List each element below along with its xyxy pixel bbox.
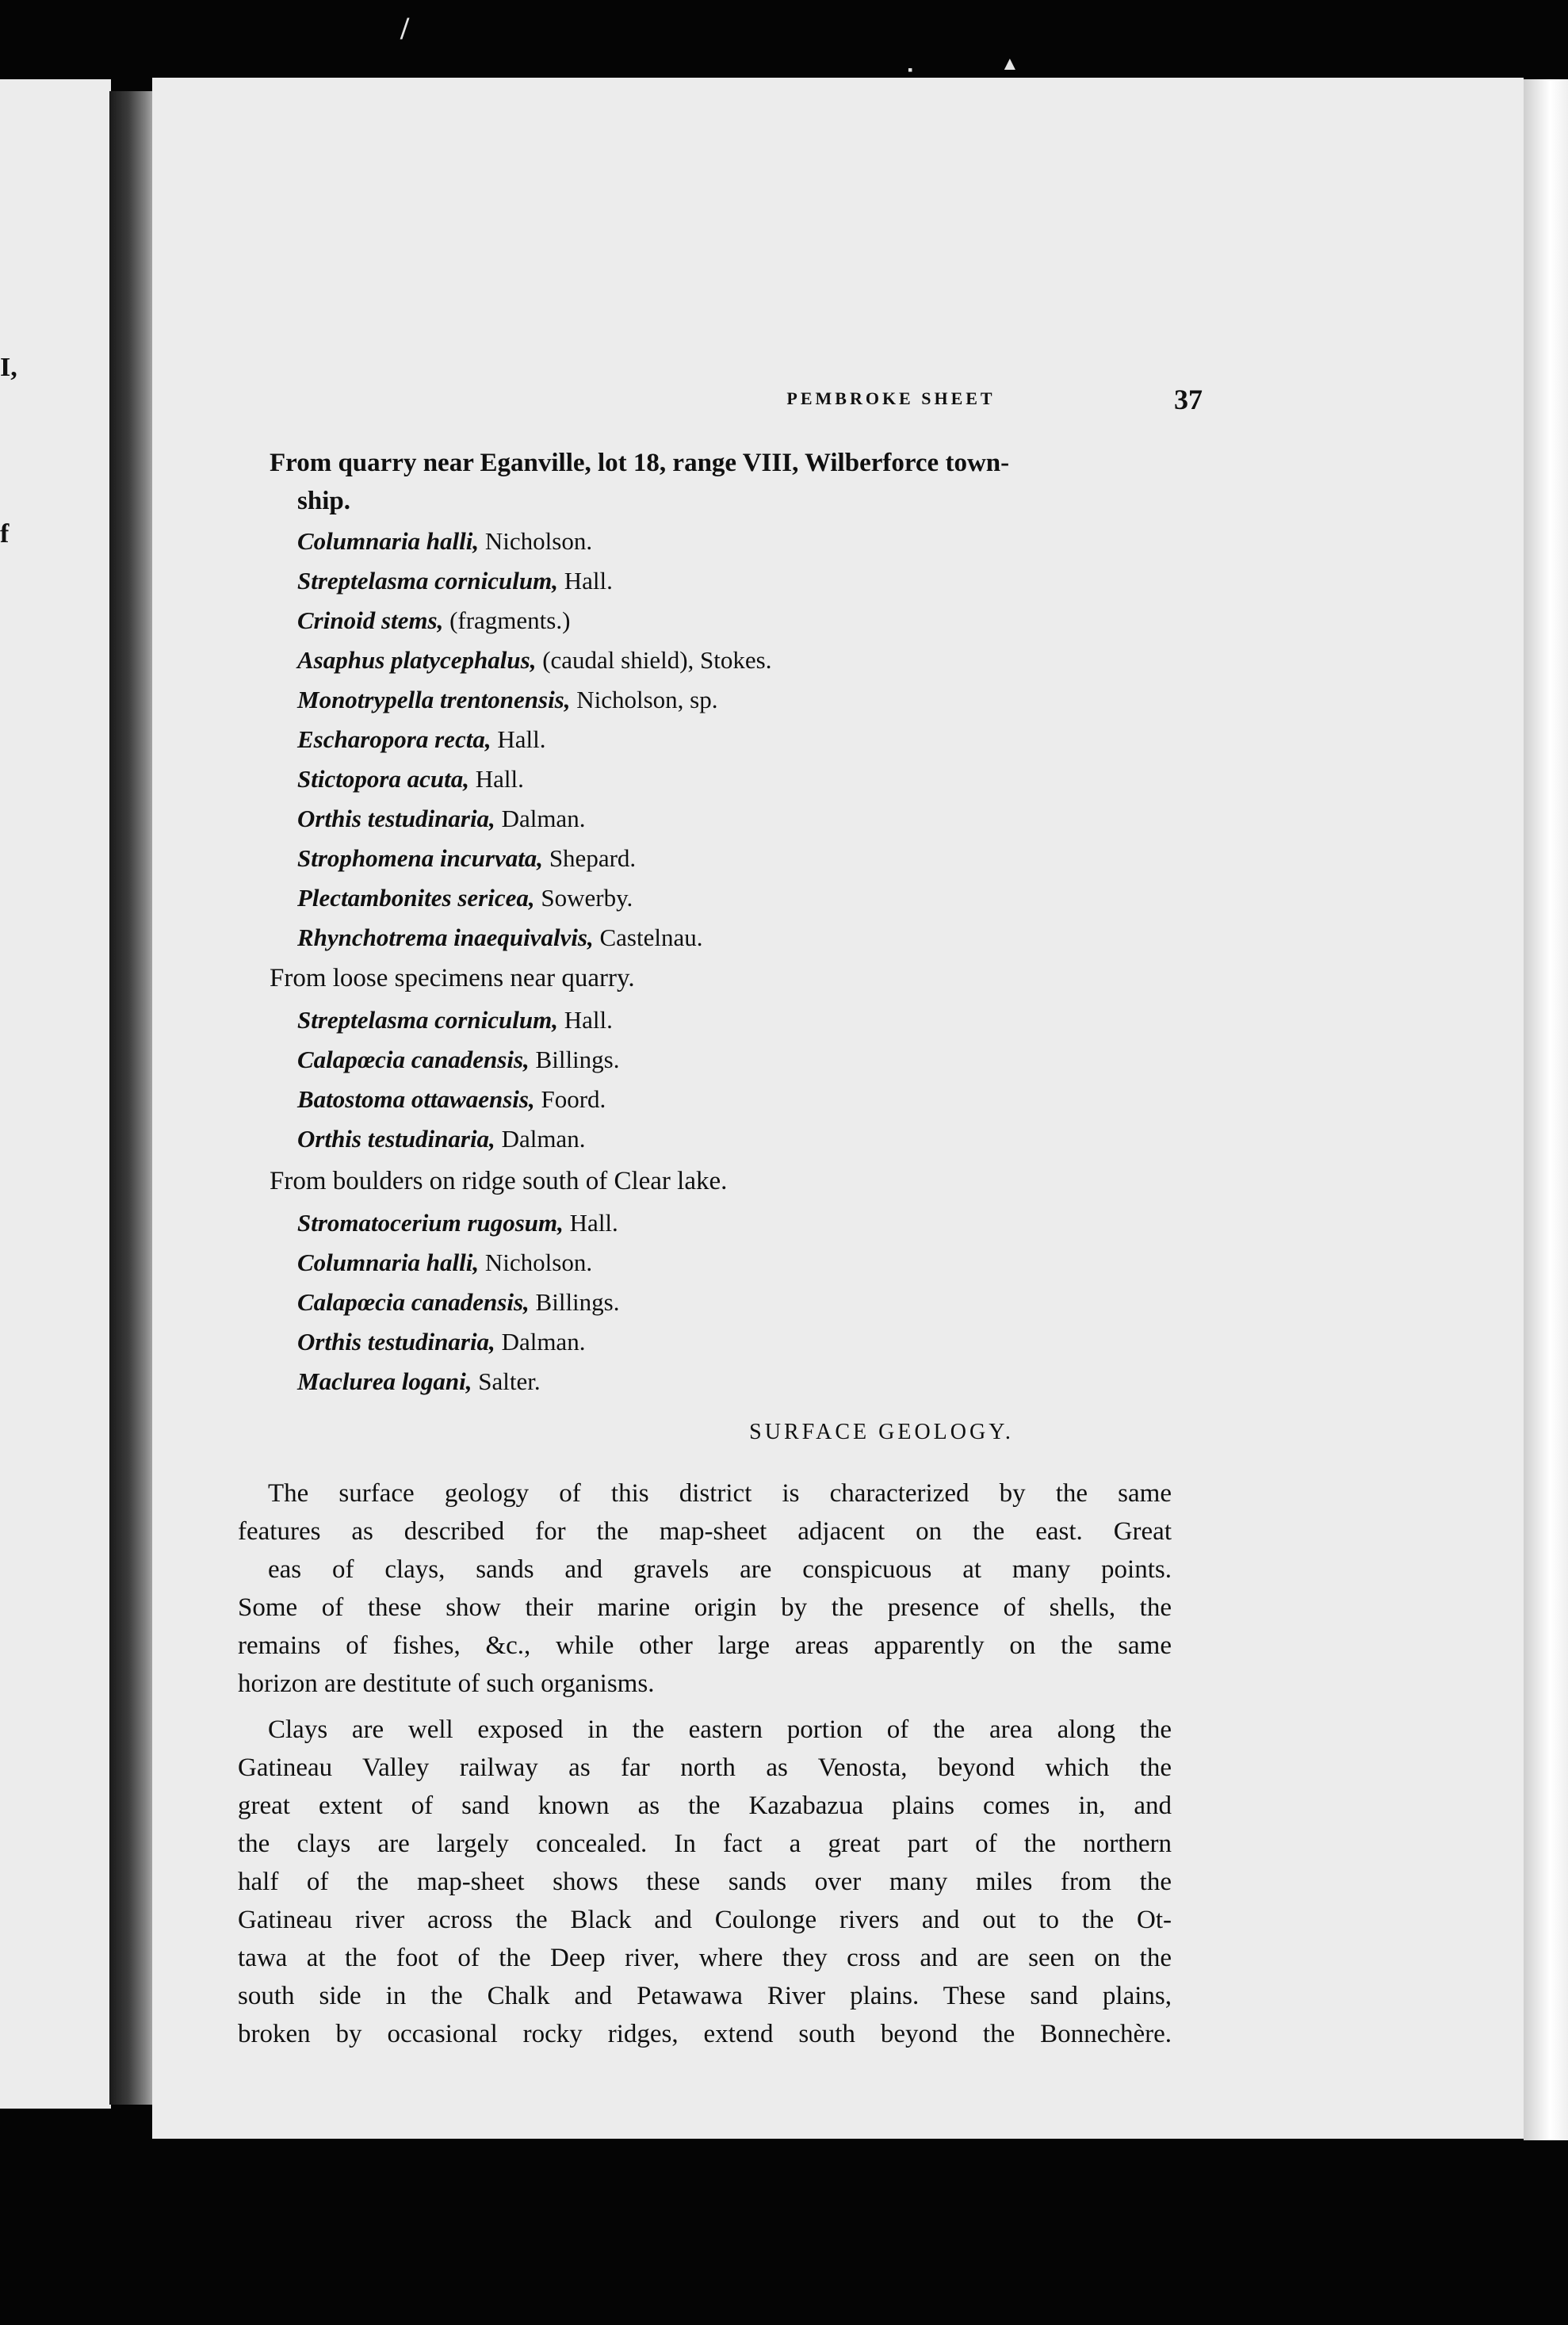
species-entry (297, 602, 570, 639)
species-author: Billings. (535, 1288, 620, 1316)
species-author: Foord. (541, 1085, 606, 1113)
paragraph-line: great extent of sand known as the Kazabazua plains comes in, and (238, 1792, 1172, 1820)
species-author: Salter. (478, 1367, 541, 1395)
species-author: (caudal shield), Stokes. (542, 646, 772, 674)
species-author: Hall. (475, 765, 524, 793)
species-author: Castelnau. (599, 923, 703, 951)
species-author: Hall. (564, 567, 613, 595)
species-name: Columnaria halli, (297, 527, 480, 555)
species-entry (297, 761, 524, 797)
species-name: Streptelasma corniculum, (297, 567, 558, 595)
paragraph-line: the clays are largely concealed. In fact a great part of the northern (238, 1830, 1172, 1858)
species-name: Strophomena incurvata, (297, 844, 544, 872)
page-number: 37 (1174, 384, 1203, 415)
species-author: Nicholson, sp. (576, 686, 718, 713)
species-name: Stictopora acuta, (297, 765, 470, 793)
species-entry (297, 682, 718, 718)
scan-mark: ▲ (1000, 54, 1019, 75)
species-name: Batostoma ottawaensis, (297, 1085, 535, 1113)
species-author: (fragments.) (449, 606, 571, 634)
page-edge-right (1524, 79, 1568, 2140)
paragraph (238, 1711, 1172, 2053)
species-author: Shepard. (549, 844, 637, 872)
scan-mark: / (400, 10, 410, 46)
species-author: Dalman. (501, 1328, 586, 1356)
paragraph-line: horizon are destitute of such organisms. (238, 1669, 655, 1698)
species-author: Billings. (535, 1046, 620, 1073)
paragraph-line: Clays are well exposed in the eastern portion of the area along the (268, 1715, 1172, 1744)
species-name: Calapœcia canadensis, (297, 1288, 530, 1316)
paragraph-line: eas of clays, sands and gravels are conspicuous at many points. (268, 1555, 1172, 1584)
species-author: Hall. (569, 1209, 618, 1237)
species-name: Orthis testudinaria, (297, 1125, 495, 1153)
facing-page-fragment: f (0, 519, 10, 549)
paragraph-line: south side in the Chalk and Petawawa River plains. These sand plains, (238, 1982, 1172, 2010)
species-name: Calapœcia canadensis, (297, 1046, 530, 1073)
species-entry (297, 1324, 585, 1360)
species-entry (297, 1002, 613, 1038)
running-header: PEMBROKE SHEET (786, 388, 996, 408)
species-name: Plectambonites sericea, (297, 884, 535, 912)
page-content (152, 78, 1524, 2139)
species-entry (297, 563, 613, 599)
paragraph-line: Some of these show their marine origin by the presence of shells, the (238, 1593, 1172, 1622)
species-entry (297, 1245, 592, 1281)
species-entry (297, 642, 771, 679)
species-entry (297, 920, 703, 956)
species-name: Stromatocerium rugosum, (297, 1209, 564, 1237)
species-author: Hall. (497, 725, 546, 753)
species-name: Streptelasma corniculum, (297, 1006, 558, 1034)
species-entry (297, 801, 585, 837)
paragraph-line: Gatineau Valley railway as far north as Venosta, beyond which the (238, 1753, 1172, 1782)
paragraph-line: remains of fishes, &c., while other large areas apparently on the same (238, 1631, 1172, 1660)
species-name: Orthis testudinaria, (297, 1328, 495, 1356)
facing-page-fragment: I, (0, 353, 17, 382)
species-entry (297, 721, 545, 758)
species-entry (297, 880, 633, 916)
species-entry (297, 1081, 606, 1118)
species-name: Crinoid stems, (297, 606, 444, 634)
paragraph-line: broken by occasional rocky ridges, extend south beyond the Bonnechère. (238, 2020, 1172, 2048)
species-author: Dalman. (501, 805, 586, 832)
document-page (152, 78, 1524, 2139)
species-author: Nicholson. (484, 527, 593, 555)
species-entry (297, 1363, 541, 1400)
species-entry (297, 840, 636, 877)
species-author: Hall. (564, 1006, 613, 1034)
species-author: Nicholson. (484, 1249, 593, 1276)
book-spine (109, 91, 157, 2105)
species-entry (297, 523, 592, 560)
species-entry (297, 1205, 618, 1241)
locality-heading: From boulders on ridge south of Clear lake. (270, 1167, 728, 1195)
locality-heading-continued: ship. (297, 487, 350, 515)
species-name: Maclurea logani, (297, 1367, 472, 1395)
section-title: SURFACE GEOLOGY. (749, 1420, 1014, 1444)
paragraph-line: half of the map-sheet shows these sands over many miles from the (238, 1868, 1172, 1896)
species-name: Asaphus platycephalus, (297, 646, 537, 674)
species-name: Escharopora recta, (297, 725, 491, 753)
paragraph (238, 1474, 1172, 1703)
species-entry (297, 1284, 620, 1321)
paragraph-line: features as described for the map-sheet adjacent on the east. Great (238, 1517, 1172, 1546)
paragraph-line: The surface geology of this district is characterized by the same (268, 1479, 1172, 1508)
scan-mark: ▪ (908, 62, 913, 78)
species-name: Rhynchotrema inaequivalvis, (297, 923, 594, 951)
species-author: Sowerby. (541, 884, 633, 912)
species-entry (297, 1121, 585, 1157)
species-name: Columnaria halli, (297, 1249, 480, 1276)
facing-page-edge (0, 79, 111, 2109)
species-name: Orthis testudinaria, (297, 805, 495, 832)
locality-heading: From quarry near Eganville, lot 18, range VIII, Wilberforce town- (270, 449, 1010, 477)
species-author: Dalman. (501, 1125, 586, 1153)
species-name: Monotrypella trentonensis, (297, 686, 571, 713)
paragraph-line: tawa at the foot of the Deep river, where they cross and are seen on the (238, 1944, 1172, 1972)
locality-heading: From loose specimens near quarry. (270, 964, 635, 992)
paragraph-line: Gatineau river across the Black and Coulonge rivers and out to the Ot- (238, 1906, 1172, 1934)
species-entry (297, 1042, 620, 1078)
